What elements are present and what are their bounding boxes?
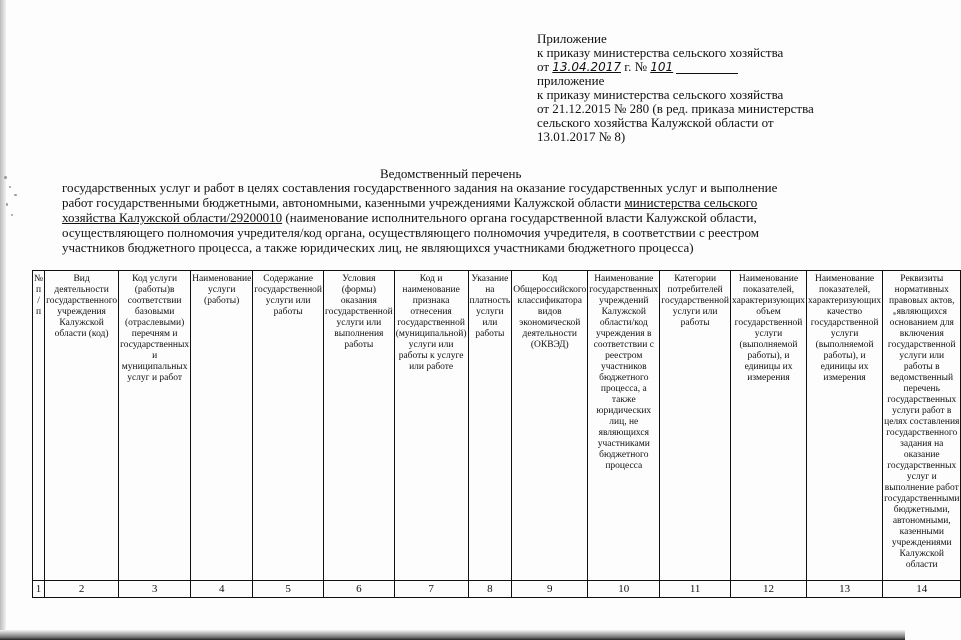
header-cell: Наименование показателей, характеризующих качество государственной услуги (выполняемой работы), и единицы их измерения — [807, 271, 883, 581]
services-table — [32, 270, 961, 598]
column-number: 4 — [191, 581, 253, 598]
number-underline — [676, 61, 738, 74]
subtitle-text: работ государственными бюджетными, автономными, казенными учреждениями Калужской области — [62, 195, 622, 210]
appendix-line: к приказу министерства сельского хозяйства — [537, 45, 784, 60]
appendix-line: 13.01.2017 № 8) — [537, 129, 626, 144]
column-number: 14 — [883, 581, 961, 598]
header-cell: Реквизиты нормативных правовых актов, являющихся основанием для включения государственной услуги или работы в ведомственный перечень государственных услуги работ в целях составления государственного задания на оказание государственных услуг и выполнение работ государственными бюджетными, автономными, казенными учреждениями Калужской области — [883, 271, 961, 581]
header-cell: Указание на платность услуги или работы — [468, 271, 512, 581]
scan-bottom-edge — [0, 630, 905, 640]
column-number-row — [33, 581, 961, 598]
scan-speckle — [4, 176, 7, 179]
appendix-block — [537, 32, 827, 144]
document-subtitle — [62, 180, 882, 255]
column-number: 9 — [512, 581, 588, 598]
column-number: 6 — [324, 581, 395, 598]
scan-speckle — [14, 194, 17, 196]
column-number: 5 — [253, 581, 324, 598]
document-title: Ведомственный перечень — [380, 166, 522, 181]
table-header-row — [33, 271, 961, 581]
ministry-name: министерства сельского — [624, 195, 758, 210]
appendix-line: Приложение — [537, 31, 607, 46]
column-number: 12 — [731, 581, 807, 598]
subtitle-line: государственных услуг и работ в целях составления государственного задания на оказание государственных услуг и выполнение — [62, 180, 778, 195]
appendix-line: к приказу министерства сельского хозяйства — [537, 87, 784, 102]
subtitle-line: участников бюджетного процесса, а также юридических лиц, не являющихся участниками бюджетного процесса) — [62, 240, 694, 255]
column-number: 10 — [588, 581, 660, 598]
column-number: 1 — [33, 581, 45, 598]
appendix-mid: г. № — [624, 59, 648, 74]
column-number: 2 — [45, 581, 119, 598]
header-cell: Вид деятельности государственного учреждения Калужской области (код) — [45, 271, 119, 581]
column-number: 11 — [660, 581, 731, 598]
subtitle-text: (наименование исполнительного органа государственной власти Калужской области, — [285, 210, 757, 225]
header-cell: Наименование услуги (работы) — [191, 271, 253, 581]
appendix-line: приложение — [537, 73, 605, 88]
column-number: 3 — [119, 581, 191, 598]
handwritten-number: 101 — [650, 60, 674, 74]
appendix-from: от — [537, 59, 550, 74]
scan-speckle — [11, 214, 13, 216]
header-cell: Наименование государственных учреждений Калужской области/код учреждения в соответствии с реестром участников бюджетного процесса, а также юридических лиц, не являющихся участниками бюджетного процесса — [588, 271, 660, 581]
scan-speckle — [6, 203, 8, 206]
header-cell: Код услуги (работы)в соответствии базовыми (отраслевыми) перечням и государственных и муниципальных услуг и работ — [119, 271, 191, 581]
header-cell: Категории потребителей государственной услуги или работы — [660, 271, 731, 581]
column-number: 13 — [807, 581, 883, 598]
handwritten-date: 13.04.2017 — [552, 60, 621, 74]
header-cell: Код Общероссийского классификатора видов экономической деятельности (ОКВЭД) — [512, 271, 588, 581]
header-cell: Содержание государственной услуги или работы — [253, 271, 324, 581]
header-cell: № п / п — [33, 271, 45, 581]
header-cell: Наименование показателей, характеризующих объем государственной услуги (выполняемой работы), и единицы их измерения — [731, 271, 807, 581]
column-number: 8 — [468, 581, 512, 598]
ministry-code: хозяйства Калужской области/29200010 — [62, 210, 283, 225]
scan-speckle — [9, 186, 11, 188]
appendix-line: от 21.12.2015 № 280 (в ред. приказа министерства — [537, 101, 814, 116]
subtitle-line — [62, 195, 882, 210]
scan-left-edge — [0, 0, 6, 640]
column-number: 7 — [394, 581, 468, 598]
appendix-date-line — [537, 60, 827, 74]
header-cell: Условия (формы) оказания государственной услуги или выполнения работы — [324, 271, 395, 581]
subtitle-line — [62, 210, 882, 225]
header-cell: Код и наименование признака отнесения государственной (муниципальной) услуги или работы к услуге или работе — [394, 271, 468, 581]
appendix-line: сельского хозяйства Калужской области от — [537, 115, 774, 130]
subtitle-line: осуществляющего полномочия учредителя/код органа, осуществляющего полномочия учредителя, в соответствии с реестром — [62, 225, 759, 240]
